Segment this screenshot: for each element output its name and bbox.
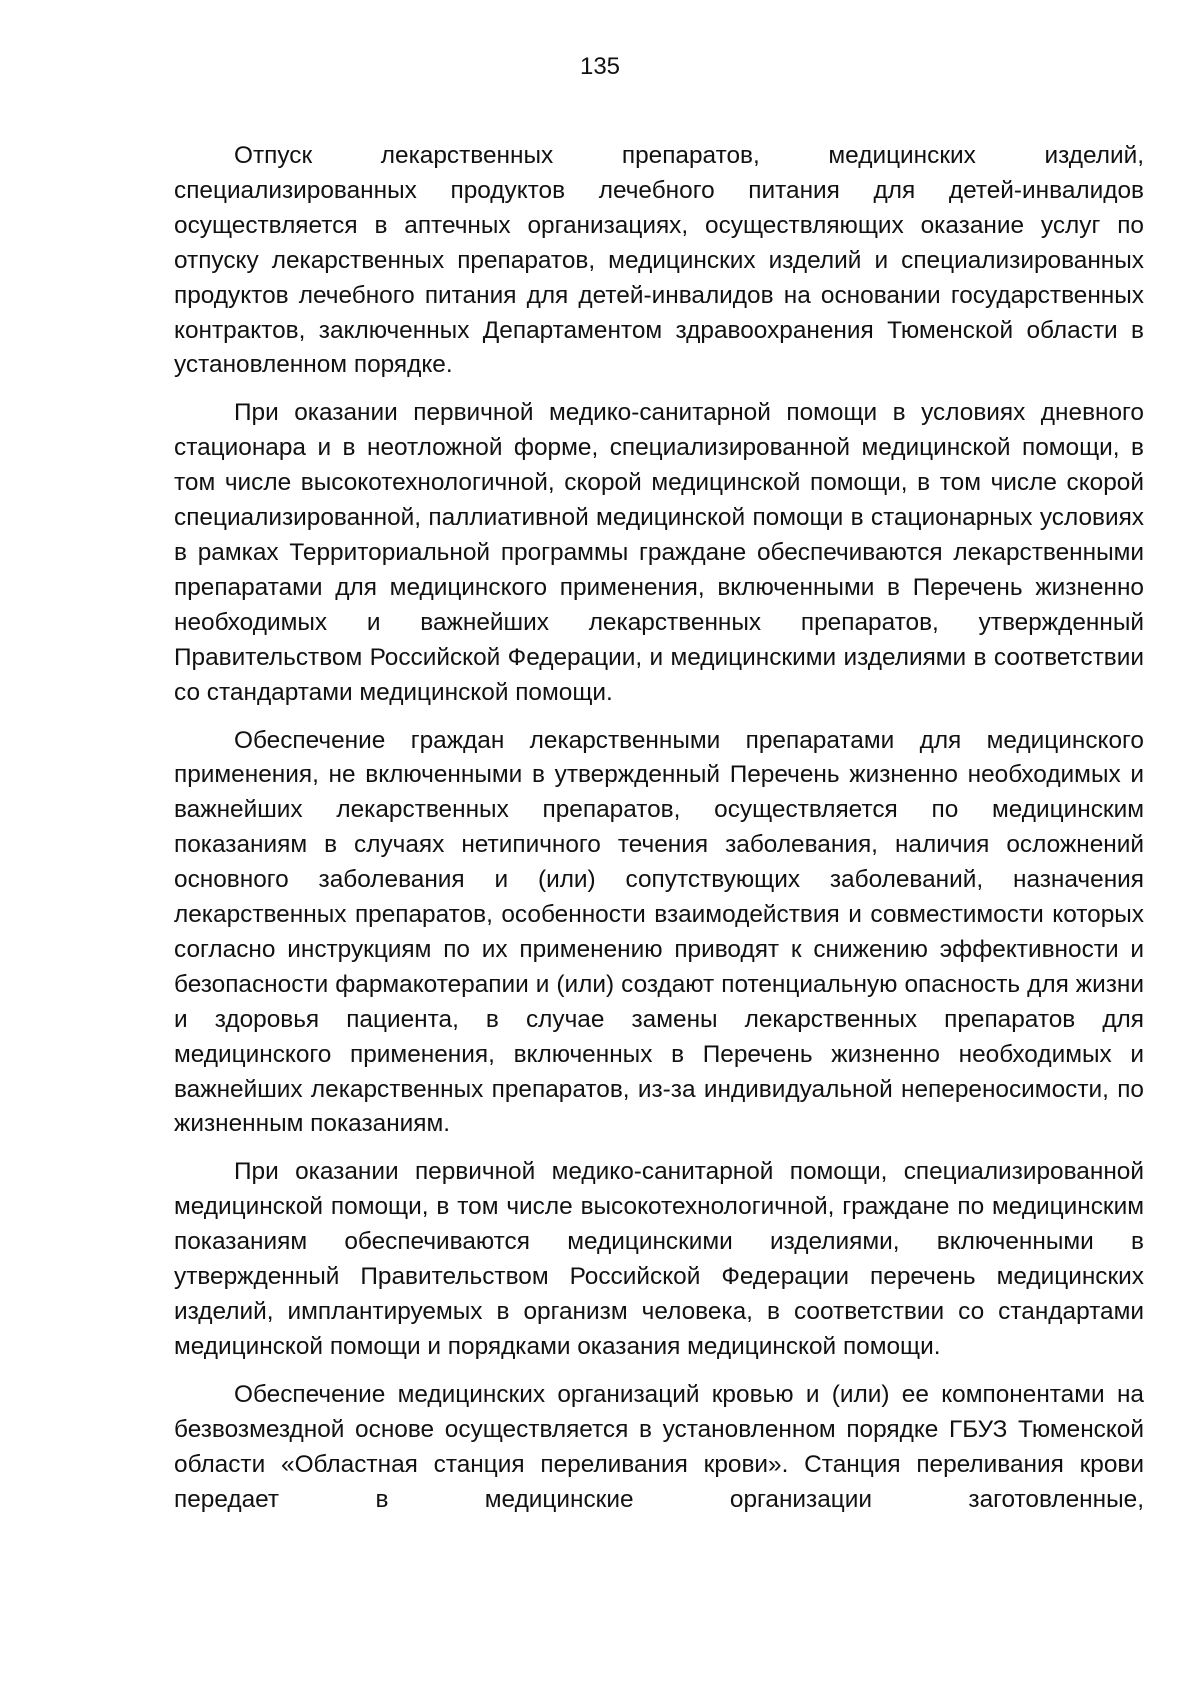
page-number: 135: [579, 53, 621, 80]
paragraph-implantable-devices: При оказании первичной медико-санитарной помощи, специализированной медицинской помощи, в том числе высокотехнологичной, граждане по медицинским показаниям обеспечиваются медицинскими изделиями, включенными в утвержденный Правительством Российской Федерации перечень медицинских изделий, имплантируемых в организм человека, в соответствии со стандартами медицинской помощи и порядками оказания медицинской помощи.: [174, 1158, 1144, 1360]
paragraph-blood-supply: Обеспечение медицинских организаций кровью и (или) ее компонентами на безвозмездной основе осуществляется в установленном порядке ГБУЗ Тюменской области «Областная станция переливания крови». Станция переливания крови передает в медицинские организации заготовленные,: [174, 1380, 1144, 1513]
paragraph-drug-dispensing: Отпуск лекарственных препаратов, медицинских изделий, специализированных продуктов лечебного питания для детей-инвалидов осуществляется в аптечных организациях, осуществляющих оказание услуг по отпуску лекарственных препаратов, медицинских изделий и специализированных продуктов лечебного питания для детей-инвалидов на основании государственных контрактов, заключенных Департаментом здравоохранения Тюменской области в установленном порядке.: [174, 142, 1144, 379]
paragraph-primary-care-provision: При оказании первичной медико-санитарной помощи в условиях дневного стационара и в неотложной форме, специализированной медицинской помощи, в том числе высокотехнологичной, скорой медицинской помощи, в том числе скорой специализированной, паллиативной медицинской помощи в стационарных условиях в рамках Территориальной программы граждане обеспечиваются лекарственными препаратами для медицинского применения, включенными в Перечень жизненно необходимых и важнейших лекарственных препаратов, утвержденный Правительством Российской Федерации, и медицинскими изделиями в соответствии со стандартами медицинской помощи.: [174, 399, 1144, 706]
document-body: [174, 139, 1144, 1530]
paragraph-non-listed-drugs: Обеспечение граждан лекарственными препаратами для медицинского применения, не включенными в утвержденный Перечень жизненно необходимых и важнейших лекарственных препаратов, осуществляется по медицинским показаниям в случаях нетипичного течения заболевания, наличия осложнений основного заболевания и (или) сопутствующих заболеваний, назначения лекарственных препаратов, особенности взаимодействия и совместимости которых согласно инструкциям по их применению приводят к снижению эффективности и безопасности фармакотерапии и (или) создают потенциальную опасность для жизни и здоровья пациента, в случае замены лекарственных препаратов для медицинского применения, включенных в Перечень жизненно необходимых и важнейших лекарственных препаратов, из-за индивидуальной непереносимости, по жизненным показаниям.: [174, 726, 1144, 1138]
